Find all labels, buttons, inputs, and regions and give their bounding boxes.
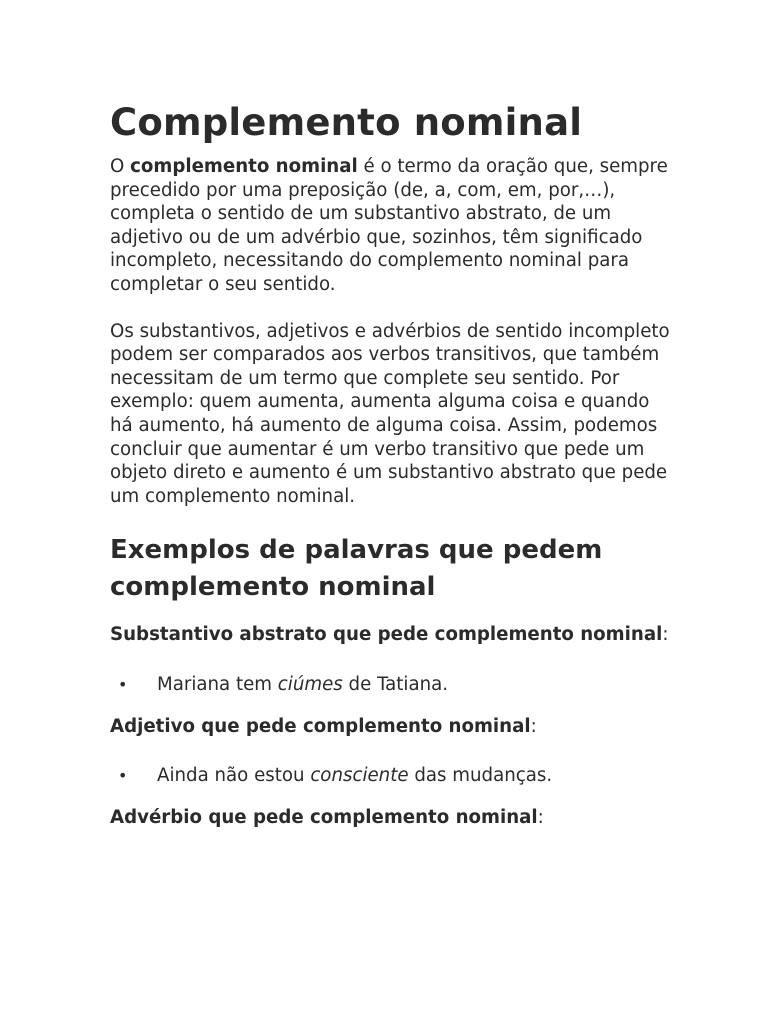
example-text-before: Ainda não estou (157, 765, 311, 787)
intro-rest: é o termo da oração que, sempre precedido por uma preposição (de, a, com, em, por,…), completa o sentido de um substantivo abstrato, de um adjetivo ou de um advérbio que, sozinhos, têm significado incompleto, necessitando do complemento nominal para completar o seu sentido. (110, 156, 668, 295)
example-heading-adjective-text: Adjetivo que pede complemento nominal (110, 715, 531, 737)
example-list-adjective (110, 764, 670, 788)
example-heading-adjective-colon: : (530, 715, 537, 737)
example-text-before: Mariana tem (157, 673, 278, 695)
bullet-icon: • (118, 674, 128, 694)
example-heading-adverb-colon: : (537, 806, 544, 828)
example-heading-adjective (110, 715, 670, 739)
example-emphasis: consciente (310, 765, 409, 787)
bullet-icon: • (118, 766, 128, 786)
intro-paragraph (110, 155, 670, 297)
second-paragraph: Os substantivos, adjetivos e advérbios de sentido incompleto podem ser comparados aos verbos transitivos, que também necessitam de um termo que complete seu sentido. Por exemplo: quem aumenta, aumenta alguma coisa e quando há aumento, há aumento de alguma coisa. Assim, podemos concluir que aumentar é um verbo transitivo que pede um objeto direto e aumento é um substantivo abstrato que pede um complemento nominal. (110, 320, 670, 507)
example-heading-noun-colon: : (662, 624, 669, 646)
intro-term: complemento nominal (130, 156, 358, 177)
example-heading-noun-text: Substantivo abstrato que pede complemento nominal (110, 624, 663, 646)
page-title: Complemento nominal (110, 101, 583, 144)
list-item (110, 764, 670, 788)
document-page (110, 100, 670, 829)
section-heading: Exemplos de palavras que pedem complemento nominal (110, 535, 603, 603)
example-emphasis: ciúmes (277, 673, 343, 695)
example-text-after: de Tatiana. (342, 673, 449, 695)
example-list-noun (110, 673, 670, 697)
example-heading-adverb-text: Advérbio que pede complemento nominal (110, 806, 538, 828)
example-text-after: das mudanças. (408, 765, 553, 787)
example-heading-adverb (110, 806, 670, 830)
example-heading-noun (110, 623, 670, 647)
intro-lead: O (110, 156, 131, 177)
list-item (110, 673, 670, 697)
